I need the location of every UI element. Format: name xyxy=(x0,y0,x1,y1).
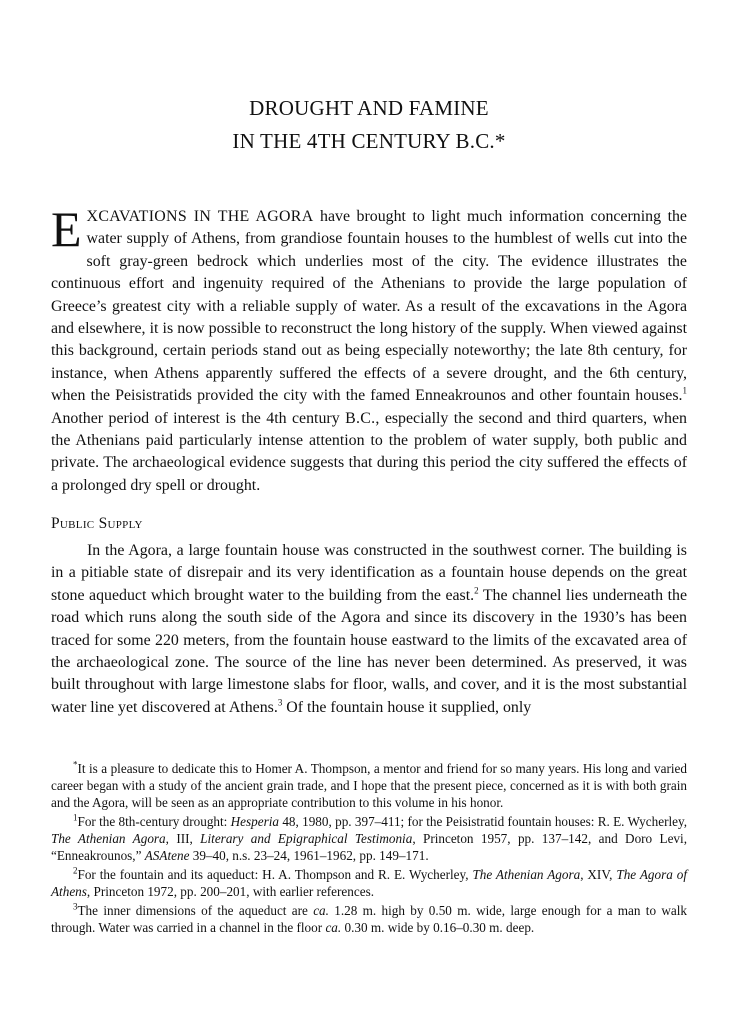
footnote-3-italic-1: ca. xyxy=(313,903,329,918)
footnotes xyxy=(51,760,687,938)
footnote-1-italic-2: The Athenian Agora xyxy=(51,831,166,846)
footnote-3-text-a: The inner dimensions of the aqueduct are xyxy=(77,903,314,918)
footnote-1-italic-3: Literary and Epigraphical Testimonia xyxy=(200,831,413,846)
section-text-b: The channel lies underneath the road which runs along the south side of the Agora and since its discovery in the 1930’s has been traced for some 220 meters, from the fountain house eastward to the limits of the excavated area of the archaeological zone. The source of the line has never been determined. As preserved, it was built throughout with large limestone slabs for floor, walls, and cover, and it is the most substantial water line yet discovered at Athens. xyxy=(51,586,687,716)
footnote-2-text-c: , Princeton 1972, pp. 200–201, with earlier references. xyxy=(86,884,375,899)
footnote-1-text-d: , Princeton 1957, pp. 137–142, and Doro Levi, “Enneakrounos,” xyxy=(51,831,687,863)
lead-words: XCAVATIONS IN THE AGORA xyxy=(86,208,314,225)
footnote-1-text-c: , III, xyxy=(165,831,201,846)
footnote-1-text-e: 39–40, n.s. 23–24, 1961–1962, pp. 149–171. xyxy=(189,848,429,863)
intro-text-a: have brought to light much information concerning the water supply of Athens, from grandiose fountain houses to the humblest of wells cut into the soft gray-green bedrock which underlies most of the city. The evidence illustrates the continuous effort and ingenuity required of the Athenians to provide the large population of Greece’s greatest city with a reliable supply of water. As a result of the excavations in the Agora and elsewhere, it is now possible to reconstruct the long history of the supply. When viewed against this background, certain periods stand out as being especially noteworthy; the late 8th century, for instance, when Athens apparently suffered the effects of a severe drought, and the 6th century, when the Peisistratids provided the city with the famed Enneakrounos and other fountain houses. xyxy=(51,208,687,405)
footnote-3-mark: 3 xyxy=(73,901,78,912)
section-text-c: Of the fountain house it supplied, only xyxy=(282,698,532,716)
title-line-2: IN THE 4TH CENTURY B.C.* xyxy=(232,129,506,153)
footnote-2-text-a: For the fountain and its aqueduct: H. A. Thompson and R. E. Wycherley, xyxy=(77,867,473,882)
footnote-2-mark: 2 xyxy=(73,865,78,876)
intro-text-c: , especially the second and third quarters, when the Athenians paid particularly intense attention to the problem of water supply, both public and private. The archaeological evidence suggests that during this period the city suffered the effects of a prolonged dry spell or drought. xyxy=(51,409,687,494)
footnote-1-italic-1: Hesperia xyxy=(230,814,280,829)
footnote-2 xyxy=(51,866,687,900)
footnote-2-italic-2: The Agora of Athens xyxy=(51,867,687,899)
intro-text-b: Another period of interest is the 4th century xyxy=(51,409,346,427)
footnote-1-text-a: For the 8th-century drought: xyxy=(77,814,231,829)
footnote-3-text-b: 1.28 m. high by 0.50 m. wide, large enough for a man to walk through. Water was carried in a channel in the floor xyxy=(51,903,687,935)
footnote-ref-2: 2 xyxy=(474,585,479,596)
bc-abbrev: B.C. xyxy=(345,409,376,427)
title-line-1: DROUGHT AND FAMINE xyxy=(249,96,489,120)
section-paragraph xyxy=(51,540,687,719)
footnote-1-text-b: 48, 1980, pp. 397–411; for the Peisistratid fountain houses: R. E. Wycherley, xyxy=(279,814,688,829)
footnote-1 xyxy=(51,813,687,864)
intro-paragraph xyxy=(51,201,687,497)
footnote-star-mark: * xyxy=(73,759,78,770)
footnote-star-text: It is a pleasure to dedicate this to Homer A. Thompson, a mentor and friend for so many years. His long and varied career began with a study of the ancient grain trade, and I hope that the present piece, concerned as it is with both grain and the Agora, will be seen as an appropriate contribution to this volume in his honor. xyxy=(51,761,687,810)
footnote-3-italic-2: ca. xyxy=(325,920,342,935)
section-heading: Public Supply xyxy=(51,515,143,532)
footnote-2-text-b: , XIV, xyxy=(580,867,617,882)
section-text-a: In the Agora, a large fountain house was constructed in the southwest corner. The building is in a pitiable state of disrepair and its very identification as a fountain house depends on the great stone aqueduct which brought water to the building from the east. xyxy=(51,542,687,604)
footnote-1-italic-4: ASAtene xyxy=(144,848,190,863)
footnote-ref-1: 1 xyxy=(682,385,687,396)
footnote-3 xyxy=(51,902,687,936)
footnote-1-mark: 1 xyxy=(73,812,78,823)
drop-cap: E xyxy=(51,201,82,257)
footnote-3-text-c: 0.30 m. wide by 0.16–0.30 m. deep. xyxy=(341,920,535,935)
footnote-star xyxy=(51,760,687,811)
footnote-2-italic-1: The Athenian Agora xyxy=(472,867,581,882)
footnote-ref-3: 3 xyxy=(277,697,283,708)
